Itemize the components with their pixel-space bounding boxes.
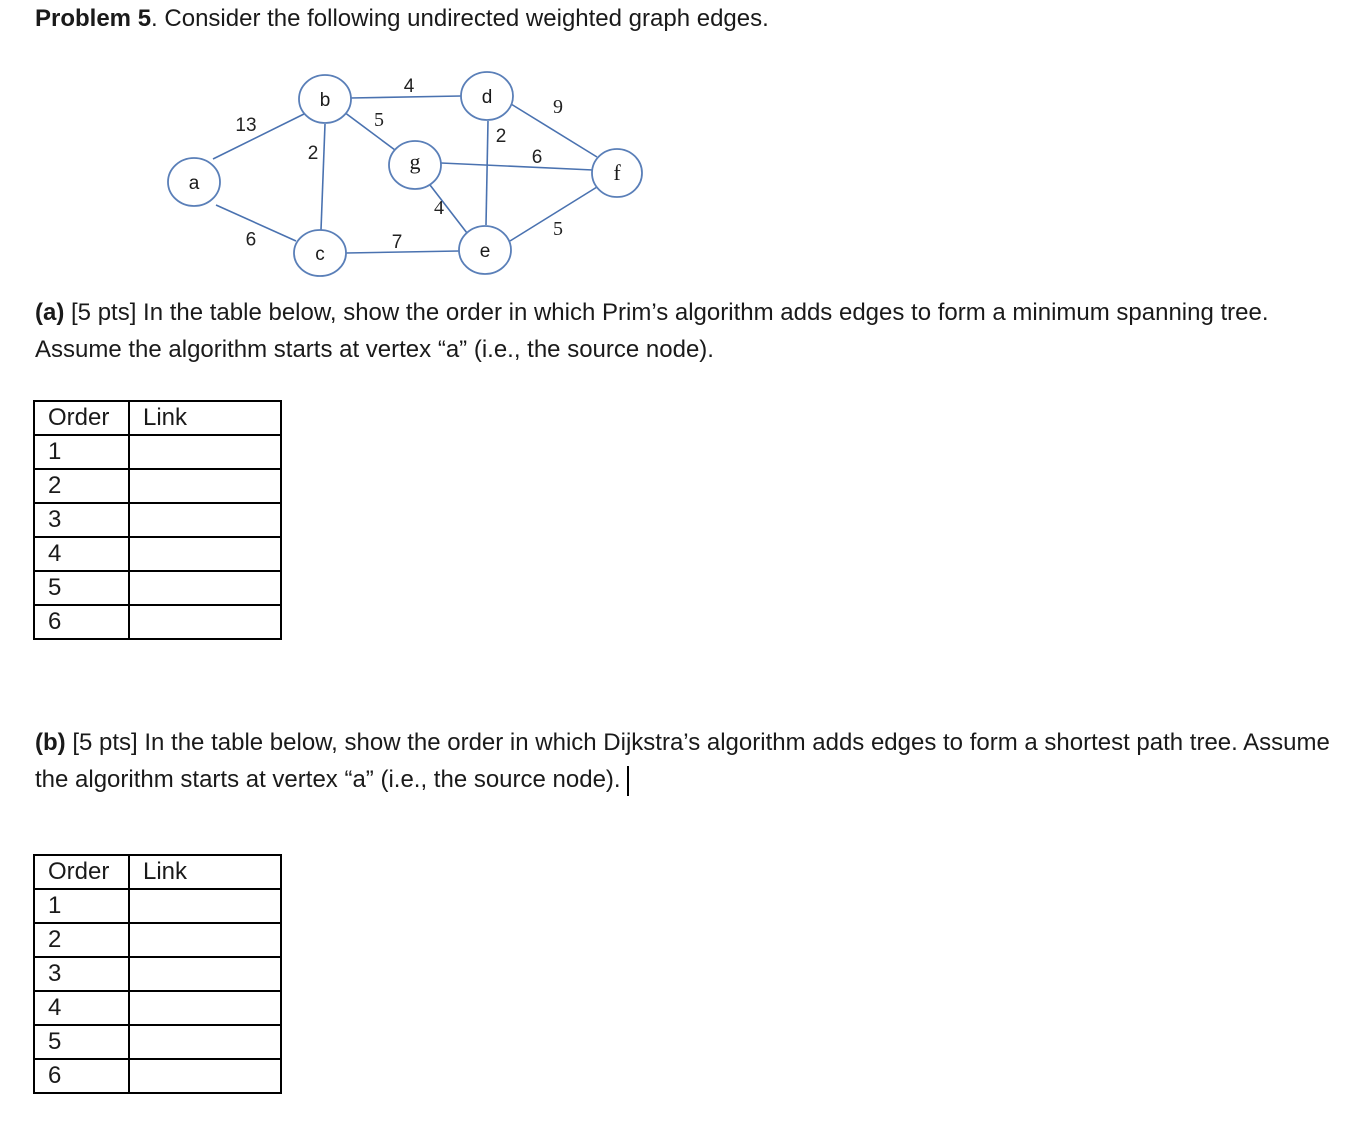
table-row <box>34 957 281 991</box>
table-row <box>34 889 281 923</box>
link-cell[interactable] <box>129 571 281 605</box>
order-cell: 3 <box>34 957 129 991</box>
edge-d-e <box>486 121 488 225</box>
link-cell[interactable] <box>129 435 281 469</box>
table-row <box>34 991 281 1025</box>
link-cell[interactable] <box>129 605 281 639</box>
table-row <box>34 923 281 957</box>
dijkstra-answer-table <box>33 854 282 1094</box>
prim-answer-table <box>33 400 282 640</box>
link-cell[interactable] <box>129 503 281 537</box>
table-row <box>34 537 281 571</box>
node-label-d: d <box>481 87 493 108</box>
weight-b-c: 2 <box>307 143 319 164</box>
table-row <box>34 1059 281 1093</box>
part-a-text: [5 pts] In the table below, show the order in which Prim’s algorithm adds edges to form a minimum spanning tree. Assume the algorithm starts at vertex “a” (i.e., the source node). <box>35 299 1269 363</box>
weight-d-f: 9 <box>553 96 563 118</box>
weighted-graph-diagram <box>0 0 700 290</box>
weight-b-d: 4 <box>403 76 415 97</box>
node-label-b: b <box>319 90 331 111</box>
link-cell[interactable] <box>129 889 281 923</box>
weight-e-f: 5 <box>553 218 563 240</box>
text-cursor <box>627 766 629 796</box>
link-cell[interactable] <box>129 1059 281 1093</box>
part-b-label: (b) <box>35 729 66 756</box>
weight-g-f: 6 <box>531 147 543 168</box>
node-label-f: f <box>613 160 621 185</box>
part-b-instructions <box>35 724 1335 798</box>
edge-c-e <box>346 251 459 253</box>
link-cell[interactable] <box>129 537 281 571</box>
weight-a-b: 13 <box>235 115 257 136</box>
table-row <box>34 435 281 469</box>
table-row <box>34 571 281 605</box>
weight-c-e: 7 <box>391 232 403 253</box>
table-row <box>34 469 281 503</box>
weight-a-c: 9 <box>245 227 257 248</box>
node-label-a: a <box>188 173 200 194</box>
weight-d-e: 2 <box>495 126 507 147</box>
order-cell: 2 <box>34 469 129 503</box>
order-cell: 1 <box>34 435 129 469</box>
order-cell: 6 <box>34 1059 129 1093</box>
order-cell: 1 <box>34 889 129 923</box>
table-row <box>34 503 281 537</box>
link-cell[interactable] <box>129 469 281 503</box>
edge-a-b <box>213 114 304 159</box>
part-a-label: (a) <box>35 299 65 326</box>
problem-label: Problem 5 <box>35 5 152 32</box>
order-cell: 5 <box>34 571 129 605</box>
table-row <box>34 605 281 639</box>
weight-b-g: 5 <box>374 109 384 131</box>
problem-text: . Consider the following undirected weighted graph edges. <box>151 5 769 32</box>
order-cell: 3 <box>34 503 129 537</box>
link-cell[interactable] <box>129 1025 281 1059</box>
order-cell: 4 <box>34 991 129 1025</box>
header-order: Order <box>34 855 129 889</box>
header-order: Order <box>34 401 129 435</box>
edge-g-f <box>441 163 593 170</box>
node-label-c: c <box>315 244 325 265</box>
node-label-e: e <box>479 241 491 262</box>
link-cell[interactable] <box>129 991 281 1025</box>
link-cell[interactable] <box>129 923 281 957</box>
order-cell: 5 <box>34 1025 129 1059</box>
node-label-g: g <box>409 149 421 174</box>
weight-g-e: 4 <box>434 197 444 219</box>
order-cell: 4 <box>34 537 129 571</box>
order-cell: 2 <box>34 923 129 957</box>
order-cell: 6 <box>34 605 129 639</box>
part-a-instructions <box>35 294 1335 368</box>
table-header-row <box>34 855 281 889</box>
link-cell[interactable] <box>129 957 281 991</box>
table-header-row <box>34 401 281 435</box>
header-link: Link <box>129 401 281 435</box>
part-b-text: [5 pts] In the table below, show the order in which Dijkstra’s algorithm adds edges to form a shortest path tree. Assume the algorithm starts at vertex “a” (i.e., the source node). <box>35 729 1330 793</box>
header-link: Link <box>129 855 281 889</box>
table-row <box>34 1025 281 1059</box>
edge-b-c <box>321 124 325 230</box>
edge-b-g <box>344 112 395 150</box>
